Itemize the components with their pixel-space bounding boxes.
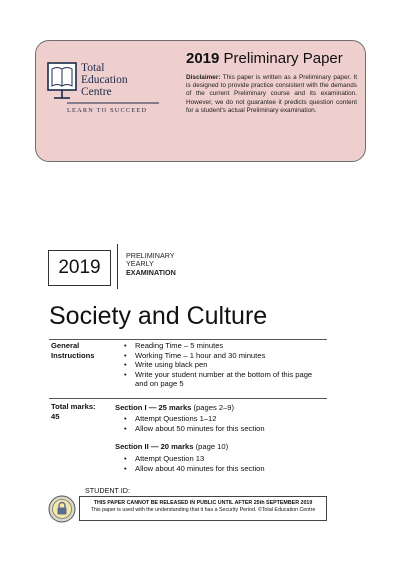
logo-line-1: Total [81, 62, 105, 74]
section-1-list [124, 414, 324, 433]
disclaimer-text: This paper is written as a Preliminary paper. It is designed to provide practice consistent with the demands of the current Preliminary course and its examination. However, we do not guarantee it predicts question content for a student's actual Preliminary examination. [186, 74, 357, 114]
list-item: • Attempt Question 13 [124, 454, 324, 464]
divider [117, 244, 118, 289]
section-2-list [124, 454, 324, 473]
paper-title-year: 2019 [186, 50, 220, 67]
security-seal-icon [48, 495, 76, 523]
logo-tagline: LEARN TO SUCCEED [67, 107, 148, 114]
section-2-heading: Section II — 20 marks (page 10) [115, 442, 229, 451]
list-item: • Write using black pen [124, 360, 324, 370]
release-notice: THIS PAPER CANNOT BE RELEASED IN PUBLIC UNTIL AFTER 25th SEPTEMBER 2019 [93, 500, 313, 506]
student-id-label: STUDENT ID: [85, 486, 130, 495]
section-1-heading: Section I — 25 marks (pages 2–9) [115, 403, 235, 412]
logo-line-3: Centre [81, 86, 112, 98]
list-item: • Attempt Questions 1–12 [124, 414, 324, 424]
paper-title [186, 50, 343, 67]
total-marks-value: 45 [51, 411, 60, 421]
paper-title-text: Preliminary Paper [223, 50, 343, 67]
general-instructions-label: General Instructions [51, 341, 95, 360]
stage-line-2: YEARLY [126, 259, 154, 269]
divider [49, 339, 327, 340]
total-marks-label: Total marks: 45 [51, 402, 96, 421]
stage-line-1: PRELIMINARY [126, 251, 175, 260]
list-item: • Working Time – 1 hour and 30 minutes [124, 351, 324, 361]
logo-line-2: Education [81, 74, 128, 86]
security-notice-box [79, 496, 327, 521]
exam-year-box: 2019 [48, 250, 111, 286]
stage-line-3: EXAMINATION [126, 267, 176, 277]
general-instructions-list [124, 341, 324, 389]
security-notice: This paper is used with the understanding that it has a Security Period. ©Total Education Centre [90, 507, 316, 513]
list-item: • Reading Time – 5 minutes [124, 341, 324, 351]
subject-title: Society and Culture [49, 302, 268, 330]
list-item: • Allow about 40 minutes for this section [124, 464, 324, 474]
header-banner [35, 40, 366, 162]
disclaimer [186, 74, 357, 115]
disclaimer-label: Disclaimer: [186, 74, 221, 81]
tec-logo [46, 55, 161, 141]
exam-stage [126, 252, 176, 277]
divider [49, 398, 327, 399]
list-item: • Write your student number at the bottom of this page and on page 5 [124, 370, 324, 389]
list-item: • Allow about 50 minutes for this section [124, 424, 324, 434]
